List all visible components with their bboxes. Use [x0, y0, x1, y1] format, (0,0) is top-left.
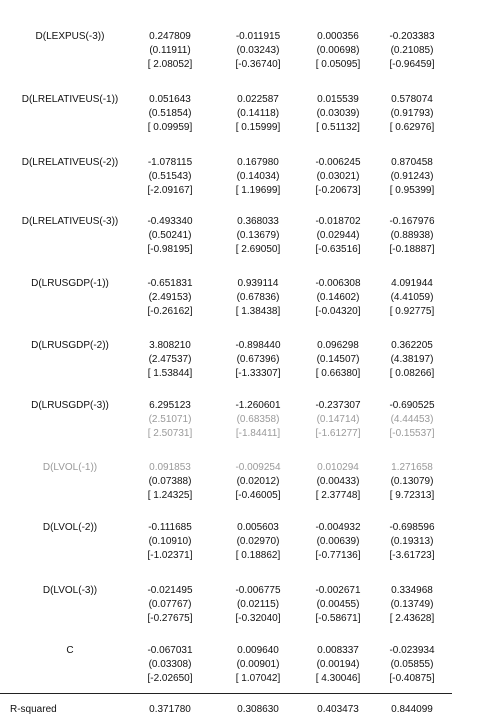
row-label: D(LEXPUS(-3)): [35, 31, 105, 42]
table-row-block: [0, 275, 492, 335]
se-cell: (0.02944): [316, 230, 360, 241]
rsquared-value: 0.844099: [391, 704, 433, 715]
table-row-block: [0, 519, 492, 579]
se-cell: (0.00901): [236, 659, 280, 670]
se-cell: (2.49153): [148, 292, 192, 303]
table-row-block: [0, 154, 492, 214]
table-row-block: [0, 91, 492, 151]
coef-cell: -0.690525: [389, 400, 435, 411]
coef-cell: -1.078115: [147, 157, 193, 168]
t-stat-cell: [-3.61723]: [389, 550, 435, 561]
coef-cell: -0.006775: [235, 585, 281, 596]
se-cell: (0.68358): [236, 414, 280, 425]
rsquared-value: 0.403473: [317, 704, 359, 715]
coef-cell: -0.009254: [235, 462, 281, 473]
t-stat-cell: [ 0.09959]: [147, 122, 193, 133]
table-row-block: [0, 397, 492, 457]
se-cell: (4.44453): [390, 414, 434, 425]
row-label: D(LRELATIVEUS(-2)): [21, 157, 119, 168]
coef-cell: -0.021495: [147, 585, 193, 596]
t-stat-cell: [-1.61277]: [315, 428, 361, 439]
coef-cell: 0.167980: [237, 157, 279, 168]
se-cell: (4.38197): [390, 354, 434, 365]
coef-cell: 3.808210: [149, 340, 191, 351]
se-cell: (0.11911): [149, 45, 191, 56]
t-stat-cell: [-0.18887]: [389, 244, 435, 255]
se-cell: (0.05855): [390, 659, 434, 670]
t-stat-cell: [-1.84411]: [235, 428, 281, 439]
t-stat-cell: [-2.02650]: [147, 673, 193, 684]
coef-cell: 0.009640: [237, 645, 279, 656]
coef-cell: 0.010294: [317, 462, 359, 473]
coef-cell: 0.091853: [149, 462, 191, 473]
t-stat-cell: [ 1.19699]: [235, 185, 281, 196]
se-cell: (0.14714): [316, 414, 360, 425]
t-stat-cell: [ 2.69050]: [235, 244, 281, 255]
se-cell: (0.00194): [316, 659, 360, 670]
se-cell: (0.67836): [236, 292, 280, 303]
coef-cell: -1.260601: [235, 400, 281, 411]
coef-cell: 0.000356: [317, 31, 359, 42]
se-cell: (0.13079): [390, 476, 434, 487]
se-cell: (0.00639): [316, 536, 360, 547]
se-cell: (2.51071): [148, 414, 192, 425]
t-stat-cell: [-0.98195]: [147, 244, 193, 255]
row-label: D(LRUSGDP(-3)): [31, 400, 109, 411]
coef-cell: -0.067031: [147, 645, 193, 656]
se-cell: (0.13679): [236, 230, 280, 241]
t-stat-cell: [-0.77136]: [315, 550, 361, 561]
se-cell: (0.07767): [148, 599, 192, 610]
t-stat-cell: [ 1.53844]: [147, 368, 193, 379]
coef-cell: -0.023934: [389, 645, 435, 656]
coef-cell: -0.006308: [315, 278, 361, 289]
se-cell: (0.02115): [236, 599, 280, 610]
coef-cell: 0.939114: [237, 278, 279, 289]
row-label: D(LVOL(-1)): [42, 462, 98, 473]
coef-cell: 0.096298: [317, 340, 359, 351]
table-row-block: [0, 582, 492, 642]
t-stat-cell: [-1.33307]: [235, 368, 281, 379]
t-stat-cell: [-0.04320]: [315, 306, 361, 317]
se-cell: (0.14034): [236, 171, 280, 182]
table-divider: [0, 693, 452, 694]
se-cell: (0.00433): [316, 476, 360, 487]
coef-cell: -0.167976: [389, 216, 435, 227]
se-cell: (0.03039): [316, 108, 360, 119]
t-stat-cell: [-2.09167]: [147, 185, 193, 196]
t-stat-cell: [ 2.50731]: [147, 428, 193, 439]
t-stat-cell: [ 2.37748]: [315, 490, 361, 501]
t-stat-cell: [ 9.72313]: [389, 490, 435, 501]
coef-cell: -0.493340: [147, 216, 193, 227]
table-row-block: [0, 28, 492, 88]
se-cell: (0.21085): [390, 45, 434, 56]
row-label: D(LVOL(-3)): [42, 585, 98, 596]
coef-cell: 6.295123: [149, 400, 191, 411]
t-stat-cell: [ 0.08266]: [389, 368, 435, 379]
row-label: D(LRELATIVEUS(-1)): [21, 94, 119, 105]
coef-cell: -0.011915: [235, 31, 281, 42]
se-cell: (0.51854): [148, 108, 192, 119]
se-cell: (0.88938): [390, 230, 434, 241]
coef-cell: 4.091944: [391, 278, 433, 289]
se-cell: (2.47537): [148, 354, 192, 365]
se-cell: (0.91243): [390, 171, 434, 182]
t-stat-cell: [ 4.30046]: [315, 673, 361, 684]
coef-cell: -0.004932: [315, 522, 361, 533]
t-stat-cell: [ 1.07042]: [235, 673, 281, 684]
coef-cell: 0.334968: [391, 585, 433, 596]
coef-cell: 0.362205: [391, 340, 433, 351]
se-cell: (0.00698): [316, 45, 360, 56]
t-stat-cell: [-0.63516]: [315, 244, 361, 255]
t-stat-cell: [-1.02371]: [147, 550, 193, 561]
t-stat-cell: [ 0.95399]: [389, 185, 435, 196]
t-stat-cell: [-0.46005]: [235, 490, 281, 501]
coef-cell: 0.368033: [237, 216, 279, 227]
coef-cell: -0.018702: [315, 216, 361, 227]
se-cell: (0.00455): [316, 599, 360, 610]
coef-cell: 0.008337: [317, 645, 359, 656]
t-stat-cell: [ 0.92775]: [389, 306, 435, 317]
coef-cell: 0.015539: [317, 94, 359, 105]
coef-cell: 0.578074: [391, 94, 433, 105]
coef-cell: 0.247809: [149, 31, 191, 42]
se-cell: (0.03308): [148, 659, 192, 670]
se-cell: (0.91793): [390, 108, 434, 119]
se-cell: (0.02012): [236, 476, 280, 487]
t-stat-cell: [ 0.05095]: [315, 59, 361, 70]
t-stat-cell: [-0.20673]: [315, 185, 361, 196]
row-label: D(LVOL(-2)): [42, 522, 98, 533]
coef-cell: 0.051643: [149, 94, 191, 105]
se-cell: (0.50241): [148, 230, 192, 241]
coef-cell: -0.237307: [315, 400, 361, 411]
row-label: C: [66, 645, 74, 656]
se-cell: (0.67396): [236, 354, 280, 365]
t-stat-cell: [-0.26162]: [147, 306, 193, 317]
t-stat-cell: [-0.32040]: [235, 613, 281, 624]
coef-cell: 0.005603: [237, 522, 279, 533]
t-stat-cell: [ 0.51132]: [316, 122, 360, 133]
t-stat-cell: [ 2.43628]: [389, 613, 435, 624]
t-stat-cell: [-0.58671]: [315, 613, 361, 624]
coef-cell: -0.111685: [148, 522, 192, 533]
coef-cell: 0.022587: [237, 94, 279, 105]
coef-cell: 1.271658: [391, 462, 433, 473]
row-label: D(LRELATIVEUS(-3)): [21, 216, 119, 227]
table-row-block: [0, 213, 492, 273]
t-stat-cell: [-0.96459]: [389, 59, 435, 70]
row-label: D(LRUSGDP(-1)): [31, 278, 109, 289]
se-cell: (0.51543): [148, 171, 192, 182]
se-cell: (4.41059): [390, 292, 434, 303]
row-label: D(LRUSGDP(-2)): [31, 340, 109, 351]
table-row-block: [0, 459, 492, 519]
rsquared-label: R-squared: [10, 704, 57, 715]
rsquared-value: 0.371780: [149, 704, 191, 715]
se-cell: (0.03021): [316, 171, 360, 182]
rsquared-value: 0.308630: [237, 704, 279, 715]
se-cell: (0.13749): [390, 599, 434, 610]
t-stat-cell: [-0.27675]: [147, 613, 193, 624]
coef-cell: -0.002671: [315, 585, 361, 596]
t-stat-cell: [ 0.62976]: [389, 122, 435, 133]
se-cell: (0.10910): [148, 536, 192, 547]
se-cell: (0.14602): [316, 292, 360, 303]
t-stat-cell: [-0.36740]: [235, 59, 281, 70]
coef-cell: -0.898440: [235, 340, 281, 351]
se-cell: (0.02970): [236, 536, 280, 547]
t-stat-cell: [ 1.38438]: [235, 306, 281, 317]
se-cell: (0.03243): [236, 45, 280, 56]
coef-cell: 0.870458: [391, 157, 433, 168]
coef-cell: -0.651831: [147, 278, 193, 289]
se-cell: (0.14507): [316, 354, 360, 365]
t-stat-cell: [ 0.15999]: [235, 122, 281, 133]
se-cell: (0.07388): [148, 476, 192, 487]
coef-cell: -0.006245: [315, 157, 361, 168]
t-stat-cell: [ 2.08052]: [147, 59, 193, 70]
t-stat-cell: [-0.40875]: [389, 673, 435, 684]
se-cell: (0.19313): [390, 536, 434, 547]
coef-cell: -0.203383: [389, 31, 435, 42]
table-row-block: [0, 337, 492, 397]
coef-cell: -0.698596: [389, 522, 435, 533]
se-cell: (0.14118): [236, 108, 280, 119]
rsquared-row: [0, 704, 492, 718]
t-stat-cell: [ 0.66380]: [315, 368, 361, 379]
t-stat-cell: [ 1.24325]: [147, 490, 193, 501]
t-stat-cell: [ 0.18862]: [235, 550, 281, 561]
t-stat-cell: [-0.15537]: [389, 428, 435, 439]
